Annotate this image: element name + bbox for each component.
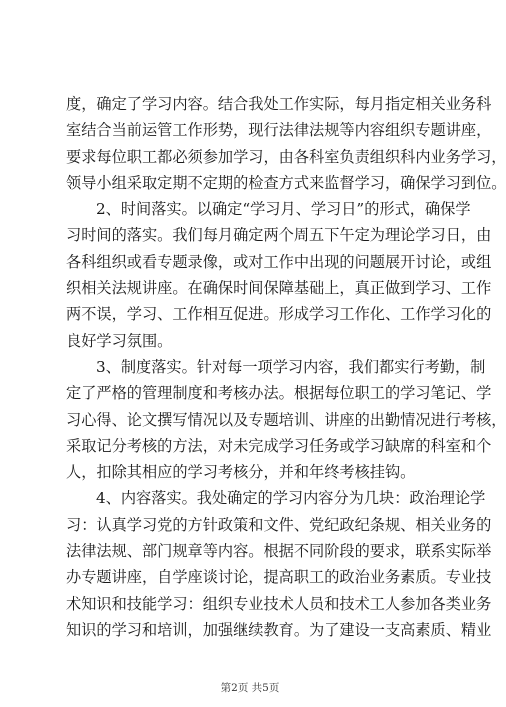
text-line: 知识的学习和培训，加强继续教育。为了建设一支高素质、精业 (66, 620, 492, 639)
text-line: 要求每位职工都必须参加学习，由各科室负责组织科内业务学习， (66, 147, 506, 166)
paragraph-start-line: 3、制度落实。针对每一项学习内容，我们都实行考勤，制 (96, 357, 486, 376)
text-line: 两不误，学习、工作相互促进。形成学习工作化、工作学习化的 (66, 305, 492, 324)
text-line: 度，确定了学习内容。结合我处工作实际，每月指定相关业务科 (66, 95, 492, 113)
text-line: 习心得、论文撰写情况以及专题培训、讲座的出勤情况进行考核， (66, 410, 506, 429)
paragraph-start-line: 2、时间落实。以确定“学习月、学习日”的形式，确保学 (96, 200, 471, 219)
text-line: 定了严格的管理制度和考核办法。根据每位职工的学习笔记、学 (66, 384, 492, 403)
paragraph-end-line: 人，扣除其相应的学习考核分，并和年终考核挂钩。 (66, 463, 416, 482)
text-line: 法律法规、部门规章等内容。根据不同阶段的要求，联系实际举 (66, 542, 492, 561)
text-line: 领导小组采取定期不定期的检查方式来监督学习，确保学习到位。 (66, 173, 506, 192)
text-line: 各科组织或看专题录像，或对工作中出现的问题展开讨论，或组 (66, 252, 492, 271)
text-line: 办专题讲座，自学座谈讨论，提高职工的政治业务素质。专业技 (66, 568, 492, 587)
text-line: 室结合当前运管工作形势，现行法律法规等内容组织专题讲座， (66, 121, 492, 140)
document-body (66, 91, 506, 643)
text-line: 习：认真学习党的方针政策和文件、党纪政纪条规、相关业务的 (66, 515, 492, 534)
text-line: 术知识和技能学习：组织专业技术人员和技术工人参加各类业务 (66, 594, 492, 613)
paragraph-start-line: 4、内容落实。我处确定的学习内容分为几块：政治理论学 (96, 489, 486, 508)
text-line: 习时间的落实。我们每月确定两个周五下午定为理论学习日，由 (66, 226, 492, 245)
page-number-footer: 第2页 共5页 (220, 682, 280, 694)
text-line: 采取记分考核的方法，对未完成学习任务或学习缺席的科室和个 (66, 436, 492, 455)
paragraph-end-line: 良好学习氛围。 (66, 331, 173, 350)
text-line: 织相关法规讲座。在确保时间保障基础上，真正做到学习、工作 (66, 279, 492, 298)
